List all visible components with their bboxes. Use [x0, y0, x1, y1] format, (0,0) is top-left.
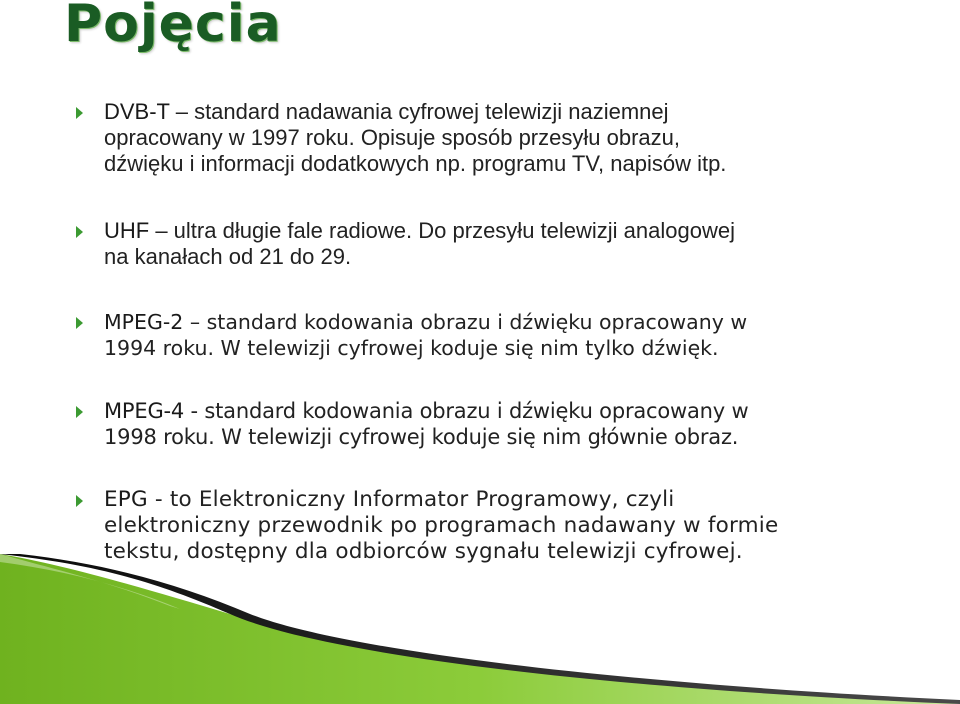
definition-line: - standard kodowania obrazu i dźwięku opracowany w [184, 399, 749, 423]
bullet-item-uhf [104, 218, 949, 270]
definition-line: na kanałach od 21 do 29. [104, 244, 352, 269]
term-label: DVB-T [104, 99, 170, 124]
definition-line: - to Elektroniczny Informator Programowy, czyli [147, 487, 675, 512]
bullet-item-mpeg2 [104, 309, 949, 361]
term-label: MPEG-4 [104, 399, 185, 423]
definition-line: 1998 roku. W telewizji cyfrowej koduje się nim głównie obraz. [104, 425, 739, 449]
definition-line: 1994 roku. W telewizji cyfrowej koduje się nim tylko dźwięk. [104, 336, 719, 360]
triangle-right-icon [76, 495, 83, 507]
bullet-item-mpeg4 [104, 398, 949, 450]
definition-line: – standard nadawania cyfrowej telewizji naziemnej [169, 99, 669, 124]
green-band-shape [0, 554, 960, 704]
definition-line: elektroniczny przewodnik po programach nadawany w formie [104, 513, 779, 538]
term-label: MPEG-2 [104, 310, 184, 334]
definition-line: tekstu, dostępny dla odbiorców sygnału telewizji cyfrowej. [104, 539, 743, 564]
term-label: UHF [104, 218, 150, 243]
triangle-right-icon [76, 406, 83, 418]
definition-line: opracowany w 1997 roku. Opisuje sposób przesyłu obrazu, [104, 125, 680, 150]
definition-line: – ultra długie fale radiowe. Do przesyłu telewizji analogowej [149, 218, 735, 243]
term-label: EPG [104, 487, 148, 512]
triangle-right-icon [76, 226, 83, 238]
slide-title: Pojęcia [64, 0, 282, 54]
definition-line: dźwięku i informacji dodatkowych np. programu TV, napisów itp. [104, 151, 727, 176]
decorative-swoosh [0, 554, 960, 704]
bullet-item-dvbt [104, 99, 949, 177]
triangle-right-icon [76, 317, 83, 329]
definition-line: – standard kodowania obrazu i dźwięku opracowany w [183, 310, 748, 334]
triangle-right-icon [76, 107, 83, 119]
